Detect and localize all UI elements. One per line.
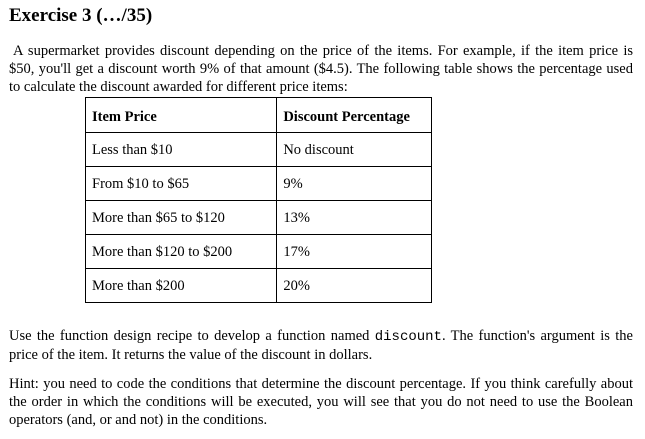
table-row xyxy=(86,235,432,269)
usage-text-before: Use the function design recipe to develop a function named xyxy=(9,328,375,344)
function-name: discount xyxy=(374,329,442,345)
exercise-title: Exercise 3 (…/35) xyxy=(9,5,153,26)
table-row xyxy=(86,201,432,235)
table-cell-discount: 17% xyxy=(277,235,432,269)
table-cell-discount: 9% xyxy=(277,167,432,201)
table-row xyxy=(86,269,432,303)
table-cell-price: More than $200 xyxy=(86,269,277,303)
usage-paragraph xyxy=(9,327,633,364)
table-cell-discount: No discount xyxy=(277,133,432,167)
table-row xyxy=(86,167,432,201)
table-cell-discount: 20% xyxy=(277,269,432,303)
discount-table xyxy=(85,97,432,303)
intro-paragraph: A supermarket provides discount depending on the price of the items. For example, if the item price is $50, you'll get a discount worth 9% of that amount ($4.5). The following table shows the percentage used to calculate the discount awarded for different price items: xyxy=(9,43,633,95)
table-cell-price: From $10 to $65 xyxy=(86,167,277,201)
table-cell-price: More than $120 to $200 xyxy=(86,235,277,269)
header-discount-percentage: Discount Percentage xyxy=(277,98,432,133)
usage-text-after: . The function's argument is the price of the item. It returns the value of the discount in dollars. xyxy=(9,328,633,363)
header-item-price: Item Price xyxy=(86,98,277,133)
table-cell-price: Less than $10 xyxy=(86,133,277,167)
table-cell-price: More than $65 to $120 xyxy=(86,201,277,235)
table-header-row xyxy=(86,98,432,133)
hint-paragraph: Hint: you need to code the conditions that determine the discount percentage. If you think carefully about the order in which the conditions will be executed, you will see that you do not need to use the Boolean operators (and, or and not) in the conditions. xyxy=(9,376,633,428)
table-cell-discount: 13% xyxy=(277,201,432,235)
table-row xyxy=(86,133,432,167)
